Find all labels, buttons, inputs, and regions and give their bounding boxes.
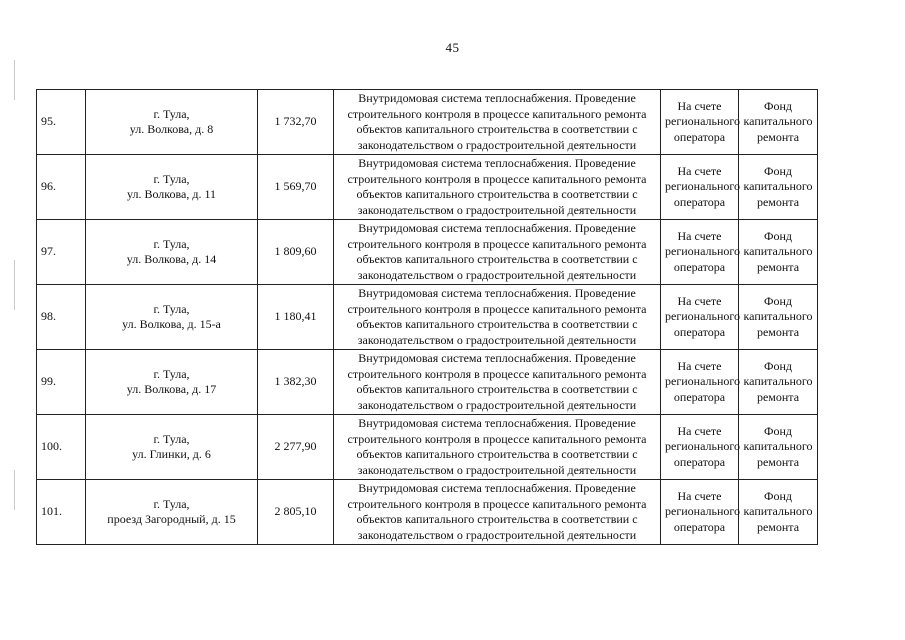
funding-account-cell — [661, 415, 739, 480]
work-description-cell — [334, 480, 661, 545]
table-row — [37, 285, 818, 350]
funding-source-line: ремонта — [756, 454, 800, 469]
address-city: г. Тула, — [153, 106, 190, 121]
funding-account-cell — [661, 155, 739, 220]
address-city: г. Тула, — [153, 171, 190, 186]
funding-account-line: оператора — [673, 259, 726, 274]
address-cell — [86, 480, 258, 545]
funding-source-line: капитального — [743, 244, 813, 259]
area-cell: 2 277,90 — [258, 415, 334, 480]
repair-registry-table — [36, 89, 818, 545]
address-city: г. Тула, — [153, 496, 190, 511]
funding-source-line: капитального — [743, 374, 813, 389]
funding-account-cell — [661, 90, 739, 155]
funding-source-cell — [739, 350, 818, 415]
address-city: г. Тула, — [153, 301, 190, 316]
address-city: г. Тула, — [153, 431, 190, 446]
funding-source-line: Фонд — [763, 488, 792, 503]
work-description-line: законодательством о градостроительной деятельности — [357, 332, 637, 347]
funding-account-line: оператора — [673, 324, 726, 339]
page-number: 45 — [445, 40, 460, 55]
row-number-cell: 96. — [37, 155, 86, 220]
funding-account-cell — [661, 285, 739, 350]
row-number-cell: 98. — [37, 285, 86, 350]
work-description-line: Внутридомовая система теплоснабжения. Проведение — [358, 286, 636, 300]
address-street: ул. Волкова, д. 14 — [126, 252, 217, 266]
work-description-line: объектов капитального строительства в соответствии с — [356, 382, 638, 396]
funding-account-line: На счете — [677, 228, 722, 243]
funding-source-line: Фонд — [763, 423, 792, 438]
area-cell: 1 382,30 — [258, 350, 334, 415]
funding-source-line: ремонта — [756, 389, 800, 404]
address-street: ул. Глинки, д. 6 — [132, 447, 211, 461]
work-description-line: законодательством о градостроительной деятельности — [357, 137, 637, 152]
work-description-line: строительного контроля в процессе капитального ремонта — [347, 236, 647, 251]
row-number-cell: 97. — [37, 220, 86, 285]
funding-source-line: Фонд — [763, 98, 792, 113]
work-description-line: Внутридомовая система теплоснабжения. Проведение — [358, 221, 636, 235]
funding-source-line: ремонта — [756, 519, 800, 534]
work-description-line: законодательством о градостроительной деятельности — [357, 397, 637, 412]
funding-account-line: На счете — [677, 293, 722, 308]
address-cell — [86, 90, 258, 155]
work-description-line: Внутридомовая система теплоснабжения. Проведение — [358, 351, 636, 365]
work-description-line: объектов капитального строительства в соответствии с — [356, 447, 638, 461]
row-number-cell: 99. — [37, 350, 86, 415]
address-street: ул. Волкова, д. 15-а — [122, 317, 221, 331]
funding-account-line: На счете — [677, 358, 722, 373]
row-number-cell: 95. — [37, 90, 86, 155]
funding-source-line: капитального — [743, 504, 813, 519]
funding-source-line: капитального — [743, 439, 813, 454]
funding-account-line: регионального — [665, 309, 741, 324]
funding-account-line: регионального — [665, 114, 741, 129]
work-description-line: строительного контроля в процессе капитального ремонта — [347, 106, 647, 121]
work-description-line: законодательством о градостроительной деятельности — [357, 202, 637, 217]
address-cell — [86, 415, 258, 480]
address-city: г. Тула, — [153, 366, 190, 381]
work-description-line: законодательством о градостроительной деятельности — [357, 267, 637, 282]
funding-source-line: ремонта — [756, 324, 800, 339]
work-description-line: объектов капитального строительства в соответствии с — [356, 512, 638, 526]
funding-source-cell — [739, 415, 818, 480]
funding-account-line: оператора — [673, 194, 726, 209]
work-description-line: объектов капитального строительства в соответствии с — [356, 122, 638, 136]
funding-source-line: капитального — [743, 114, 813, 129]
work-description-cell — [334, 90, 661, 155]
funding-source-line: капитального — [743, 179, 813, 194]
work-description-line: строительного контроля в процессе капитального ремонта — [347, 431, 647, 446]
work-description-line: объектов капитального строительства в соответствии с — [356, 317, 638, 331]
funding-account-cell — [661, 350, 739, 415]
address-cell — [86, 220, 258, 285]
funding-source-line: Фонд — [763, 358, 792, 373]
funding-source-line: Фонд — [763, 228, 792, 243]
table-row — [37, 480, 818, 545]
address-street: ул. Волкова, д. 17 — [126, 382, 217, 396]
table-body — [37, 90, 818, 545]
funding-source-cell — [739, 285, 818, 350]
funding-source-line: Фонд — [763, 293, 792, 308]
work-description-cell — [334, 285, 661, 350]
work-description-line: законодательством о градостроительной деятельности — [357, 462, 637, 477]
address-street: проезд Загородный, д. 15 — [107, 512, 236, 526]
work-description-line: Внутридомовая система теплоснабжения. Проведение — [358, 156, 636, 170]
funding-account-line: оператора — [673, 389, 726, 404]
work-description-line: Внутридомовая система теплоснабжения. Проведение — [358, 416, 636, 430]
address-street: ул. Волкова, д. 8 — [129, 122, 214, 136]
scan-margin-mark-bottom — [14, 470, 15, 510]
funding-source-line: ремонта — [756, 194, 800, 209]
work-description-line: законодательством о градостроительной деятельности — [357, 527, 637, 542]
work-description-line: Внутридомовая система теплоснабжения. Проведение — [358, 481, 636, 495]
work-description-line: строительного контроля в процессе капитального ремонта — [347, 496, 647, 511]
table-row — [37, 220, 818, 285]
row-number-cell: 101. — [37, 480, 86, 545]
work-description-line: Внутридомовая система теплоснабжения. Проведение — [358, 91, 636, 105]
address-cell — [86, 155, 258, 220]
funding-source-line: Фонд — [763, 163, 792, 178]
address-cell — [86, 285, 258, 350]
funding-source-cell — [739, 220, 818, 285]
funding-account-line: регионального — [665, 179, 741, 194]
funding-account-line: На счете — [677, 423, 722, 438]
funding-source-line: ремонта — [756, 259, 800, 274]
work-description-cell — [334, 415, 661, 480]
work-description-line: объектов капитального строительства в соответствии с — [356, 187, 638, 201]
work-description-line: строительного контроля в процессе капитального ремонта — [347, 366, 647, 381]
funding-account-line: На счете — [677, 163, 722, 178]
funding-source-cell — [739, 90, 818, 155]
funding-account-line: оператора — [673, 519, 726, 534]
area-cell: 2 805,10 — [258, 480, 334, 545]
funding-account-cell — [661, 220, 739, 285]
work-description-line: объектов капитального строительства в соответствии с — [356, 252, 638, 266]
funding-source-cell — [739, 480, 818, 545]
scan-margin-mark-top — [14, 60, 15, 100]
work-description-cell — [334, 220, 661, 285]
area-cell: 1 809,60 — [258, 220, 334, 285]
funding-account-cell — [661, 480, 739, 545]
area-cell: 1 732,70 — [258, 90, 334, 155]
table-row — [37, 415, 818, 480]
funding-account-line: регионального — [665, 374, 741, 389]
address-street: ул. Волкова, д. 11 — [126, 187, 216, 201]
table-row — [37, 90, 818, 155]
funding-account-line: регионального — [665, 504, 741, 519]
funding-account-line: На счете — [677, 488, 722, 503]
funding-account-line: На счете — [677, 98, 722, 113]
address-cell — [86, 350, 258, 415]
scan-margin-mark-middle — [14, 260, 15, 310]
work-description-cell — [334, 350, 661, 415]
work-description-line: строительного контроля в процессе капитального ремонта — [347, 171, 647, 186]
address-city: г. Тула, — [153, 236, 190, 251]
funding-account-line: оператора — [673, 129, 726, 144]
work-description-line: строительного контроля в процессе капитального ремонта — [347, 301, 647, 316]
area-cell: 1 180,41 — [258, 285, 334, 350]
table-row — [37, 350, 818, 415]
funding-account-line: регионального — [665, 439, 741, 454]
table-row — [37, 155, 818, 220]
row-number-cell: 100. — [37, 415, 86, 480]
funding-account-line: регионального — [665, 244, 741, 259]
funding-source-line: ремонта — [756, 129, 800, 144]
funding-account-line: оператора — [673, 454, 726, 469]
area-cell: 1 569,70 — [258, 155, 334, 220]
funding-source-cell — [739, 155, 818, 220]
work-description-cell — [334, 155, 661, 220]
funding-source-line: капитального — [743, 309, 813, 324]
